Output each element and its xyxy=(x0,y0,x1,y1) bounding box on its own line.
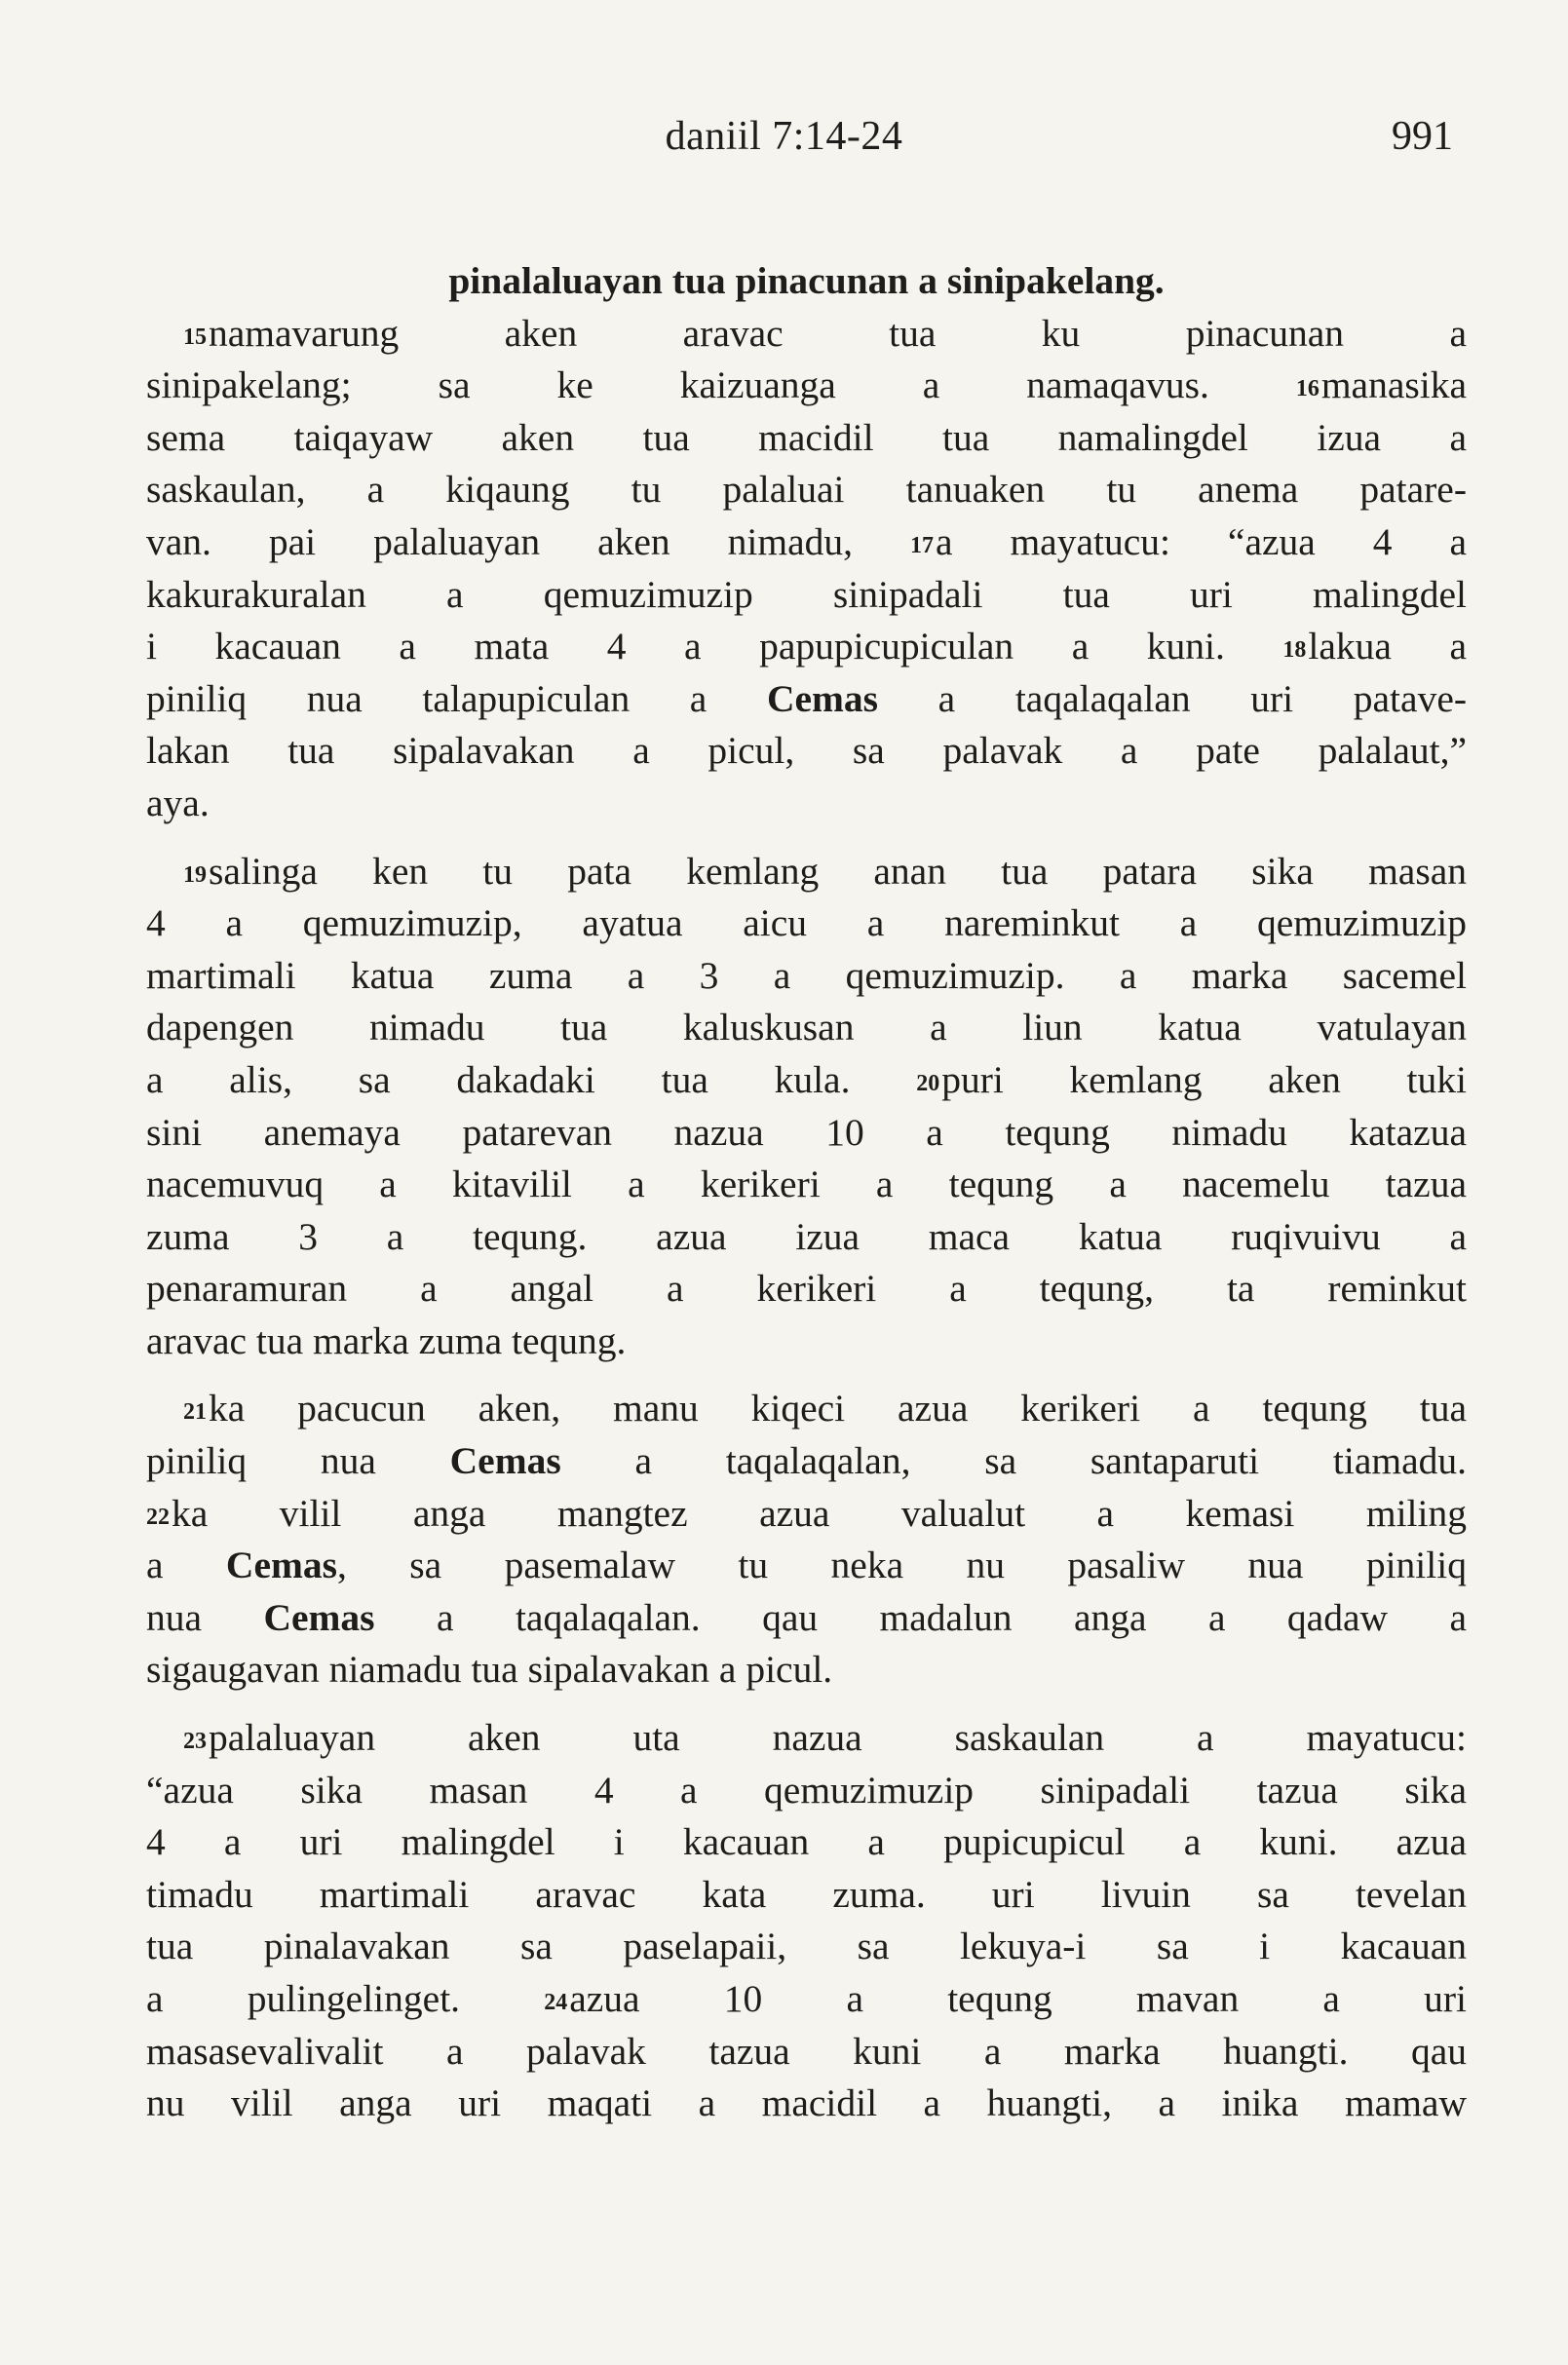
emphasized-word: Cemas xyxy=(225,1544,338,1587)
text-line xyxy=(146,569,1467,622)
text-segment: nu vilil anga uri maqati a macidil a huangti, a inika mamaw xyxy=(146,2081,1467,2125)
verse-number: 18 xyxy=(1282,637,1307,664)
verse-number: 24 xyxy=(544,1990,568,2015)
text-line xyxy=(146,1644,1467,1697)
text-segment: tua pinalavakan sa paselapaii, sa lekuya-i sa i kacauan xyxy=(146,1925,1467,1968)
text-segment: i kacauan a mata 4 a papupicupiculan a kuni. xyxy=(146,625,1283,668)
text-segment: sinipakelang; sa ke kaizuanga a namaqavus. xyxy=(146,363,1296,407)
text-segment: piniliq nua talapupiculan a xyxy=(146,676,767,720)
text-line xyxy=(146,897,1467,950)
text-segment: 4 a qemuzimuzip, ayatua aicu a nareminkut a qemuzimuzip xyxy=(146,901,1467,945)
verse-number: 23 xyxy=(183,1729,207,1755)
verse-number: 22 xyxy=(146,1504,170,1530)
text-segment: a alis, sa dakadaki tua kula. xyxy=(146,1057,917,1101)
text-segment: dapengen nimadu tua kaluskusan a liun katua vatulayan xyxy=(146,1006,1467,1049)
text-segment: a taqalaqalan uri patave- xyxy=(878,676,1467,720)
paragraph-gap xyxy=(146,830,1467,846)
text-line xyxy=(146,1107,1467,1160)
running-header xyxy=(0,107,1568,166)
text-line xyxy=(146,516,1467,569)
text-segment: a mayatucu: “azua 4 a xyxy=(935,519,1467,563)
text-segment: timadu martimali aravac kata zuma. uri livuin sa tevelan xyxy=(146,1872,1467,1916)
text-segment: penaramuran a angal a kerikeri a tequng, ta reminkut xyxy=(146,1267,1467,1311)
text-line xyxy=(146,1869,1467,1922)
text-line xyxy=(146,2026,1467,2079)
text-line xyxy=(146,1159,1467,1211)
text-segment: saskaulan, a kiqaung tu palaluai tanuaken tu anema patare- xyxy=(146,468,1467,512)
chapter-reference: daniil 7:14-24 xyxy=(665,114,903,159)
verse-number: 21 xyxy=(183,1399,207,1426)
text-segment: , sa pasemalaw tu neka nu pasaliw nua piniliq xyxy=(337,1544,1467,1587)
text-segment: sema taiqayaw aken tua macidil tua namalingdel izua a xyxy=(146,415,1467,459)
emphasized-word: Cemas xyxy=(766,676,879,720)
text-segment: ka vilil anga mangtez azua valualut a kemasi miling xyxy=(172,1491,1467,1535)
text-segment: puri kemlang aken tuki xyxy=(941,1057,1467,1101)
text-line xyxy=(146,1054,1467,1107)
text-segment: pinalaluayan tua pinacunan a sinipakelang. xyxy=(448,259,1165,302)
text-line xyxy=(146,464,1467,516)
text-segment: sini anemaya patarevan nazua 10 a tequng nimadu katazua xyxy=(146,1110,1467,1154)
text-line xyxy=(146,308,1467,361)
text-segment: 4 a uri malingdel i kacauan a pupicupicul a kuni. azua xyxy=(146,1820,1467,1864)
text-segment: namavarung aken aravac tua ku pinacunan a xyxy=(209,311,1467,355)
text-segment: nacemuvuq a kitavilil a kerikeri a tequng a nacemelu tazua xyxy=(146,1163,1467,1206)
text-line xyxy=(146,1973,1467,2026)
text-line xyxy=(146,621,1467,673)
text-segment: a pulingelinget. xyxy=(146,1977,545,2020)
text-segment: azua 10 a tequng mavan a uri xyxy=(569,1977,1467,2020)
text-segment: “azua sika masan 4 a qemuzimuzip sinipadali tazua sika xyxy=(146,1768,1467,1812)
text-line xyxy=(146,1263,1467,1316)
text-line xyxy=(146,360,1467,412)
text-line xyxy=(146,1211,1467,1264)
text-segment: a taqalaqalan, sa santaparuti tiamadu. xyxy=(560,1439,1467,1483)
verse-number: 17 xyxy=(909,532,934,558)
text-line xyxy=(146,1002,1467,1054)
text-segment: masasevalivalit a palavak tazua kuni a marka huangti. qau xyxy=(146,2029,1467,2073)
text-line xyxy=(146,1712,1467,1765)
text-line xyxy=(146,412,1467,465)
emphasized-word: Cemas xyxy=(263,1595,375,1639)
text-segment: palaluayan aken uta nazua saskaulan a mayatucu: xyxy=(209,1716,1467,1760)
text-line xyxy=(146,1765,1467,1817)
section-heading xyxy=(146,255,1467,308)
text-line xyxy=(146,725,1467,778)
text-line xyxy=(146,778,1467,830)
text-line xyxy=(146,1540,1467,1592)
text-line xyxy=(146,1435,1467,1488)
paragraph-gap xyxy=(146,1367,1467,1383)
text-segment: salinga ken tu pata kemlang anan tua patara sika masan xyxy=(209,849,1467,893)
text-segment: lakan tua sipalavakan a picul, sa palavak a pate palalaut,” xyxy=(146,729,1467,773)
page-number: 991 xyxy=(1392,114,1453,159)
text-line xyxy=(146,1316,1467,1368)
text-segment: sigaugavan niamadu tua sipalavakan a picul. xyxy=(146,1648,833,1692)
text-segment: zuma 3 a tequng. azua izua maca katua ruqivuivu a xyxy=(146,1214,1467,1258)
paragraph-gap xyxy=(146,1697,1467,1712)
text-line xyxy=(146,1383,1467,1435)
text-line xyxy=(146,950,1467,1003)
text-segment: aravac tua marka zuma tequng. xyxy=(146,1318,627,1362)
verse-number: 16 xyxy=(1295,376,1319,402)
text-segment: a taqalaqalan. qau madalun anga a qadaw a xyxy=(374,1595,1467,1639)
text-line xyxy=(146,1488,1467,1541)
scripture-text xyxy=(146,255,1467,2130)
text-line xyxy=(146,2078,1467,2130)
text-segment: piniliq nua xyxy=(146,1439,450,1483)
text-segment: martimali katua zuma a 3 a qemuzimuzip. a marka sacemel xyxy=(146,953,1467,997)
text-line xyxy=(146,1592,1467,1645)
verse-number: 15 xyxy=(183,324,207,350)
text-segment: a xyxy=(146,1544,226,1587)
verse-number: 20 xyxy=(916,1070,940,1096)
text-segment: nua xyxy=(146,1595,264,1639)
text-segment: lakua a xyxy=(1308,625,1467,668)
text-line xyxy=(146,1816,1467,1869)
text-segment: aya. xyxy=(146,781,210,824)
text-segment: ka pacucun aken, manu kiqeci azua kerikeri a tequng tua xyxy=(209,1387,1467,1430)
verse-number: 19 xyxy=(183,861,207,888)
text-line xyxy=(146,846,1467,898)
text-line xyxy=(146,1921,1467,1973)
text-segment: manasika xyxy=(1320,363,1467,407)
text-segment: kakurakuralan a qemuzimuzip sinipadali tua uri malingdel xyxy=(146,572,1467,616)
emphasized-word: Cemas xyxy=(449,1439,561,1483)
text-line xyxy=(146,673,1467,726)
text-segment: van. pai palaluayan aken nimadu, xyxy=(146,519,910,563)
